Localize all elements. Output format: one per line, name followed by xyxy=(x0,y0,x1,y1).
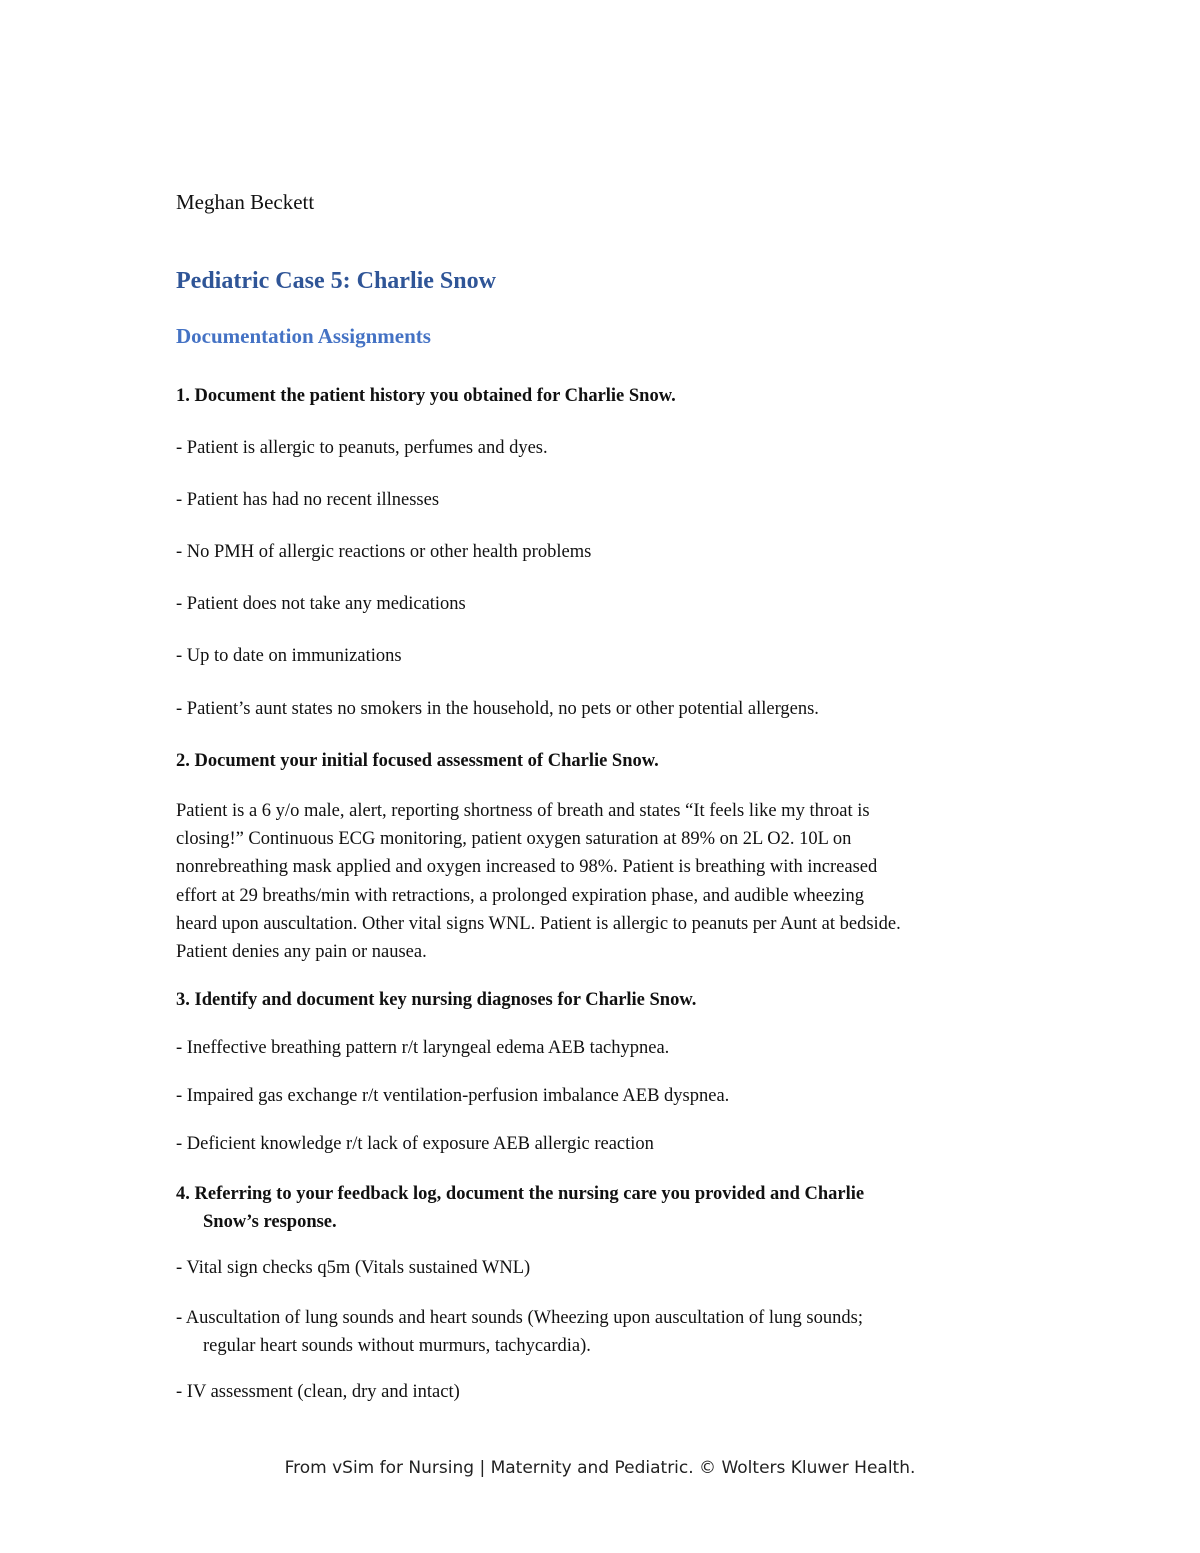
history-item: - Patient’s aunt states no smokers in the household, no pets or other potential allergens. xyxy=(176,699,819,719)
question-4-heading-line2: Snow’s response. xyxy=(203,1212,337,1232)
diagnosis-item: - Deficient knowledge r/t lack of exposure AEB allergic reaction xyxy=(176,1134,654,1154)
page-footer: From vSim for Nursing | Maternity and Pediatric. © Wolters Kluwer Health. xyxy=(284,1458,916,1478)
author-name: Meghan Beckett xyxy=(176,190,315,214)
care-item-line2: regular heart sounds without murmurs, tachycardia). xyxy=(203,1336,591,1356)
question-4-heading-line1: 4. Referring to your feedback log, document the nursing care you provided and Charlie xyxy=(176,1184,865,1204)
case-title: Pediatric Case 5: Charlie Snow xyxy=(176,268,496,294)
history-item: - Up to date on immunizations xyxy=(176,646,402,666)
question-3-heading: 3. Identify and document key nursing diagnoses for Charlie Snow. xyxy=(176,990,697,1010)
diagnosis-item: - Ineffective breathing pattern r/t laryngeal edema AEB tachypnea. xyxy=(176,1038,670,1058)
section-subtitle: Documentation Assignments xyxy=(176,324,431,348)
history-item: - Patient is allergic to peanuts, perfumes and dyes. xyxy=(176,438,548,458)
history-item: - Patient has had no recent illnesses xyxy=(176,490,440,510)
care-item: - Vital sign checks q5m (Vitals sustained WNL) xyxy=(176,1258,531,1278)
question-4-heading xyxy=(176,1180,864,1236)
assessment-paragraph: Patient is a 6 y/o male, alert, reporting shortness of breath and states “It feels like my throat is closing!” Continuous ECG monitoring, patient oxygen saturation at 89% on 2L O2. 10L on nonrebreathing mask applied and oxygen increased to 98%. Patient is breathing with increased effort at 29 breaths/min with retractions, a prolonged expiration phase, and audible wheezing heard upon auscultation. Other vital signs WNL. Patient is allergic to peanuts per Aunt at bedside. Patient denies any pain or nausea. xyxy=(176,801,901,963)
diagnosis-item: - Impaired gas exchange r/t ventilation-perfusion imbalance AEB dyspnea. xyxy=(176,1086,730,1106)
question-1-heading: 1. Document the patient history you obtained for Charlie Snow. xyxy=(176,386,676,406)
history-item: - No PMH of allergic reactions or other health problems xyxy=(176,542,592,562)
history-item: - Patient does not take any medications xyxy=(176,594,466,614)
care-item-line1: - Auscultation of lung sounds and heart sounds (Wheezing upon auscultation of lung sounds; xyxy=(176,1308,863,1328)
care-item: - IV assessment (clean, dry and intact) xyxy=(176,1382,460,1402)
question-2-heading: 2. Document your initial focused assessment of Charlie Snow. xyxy=(176,751,659,771)
care-item xyxy=(176,1304,863,1360)
